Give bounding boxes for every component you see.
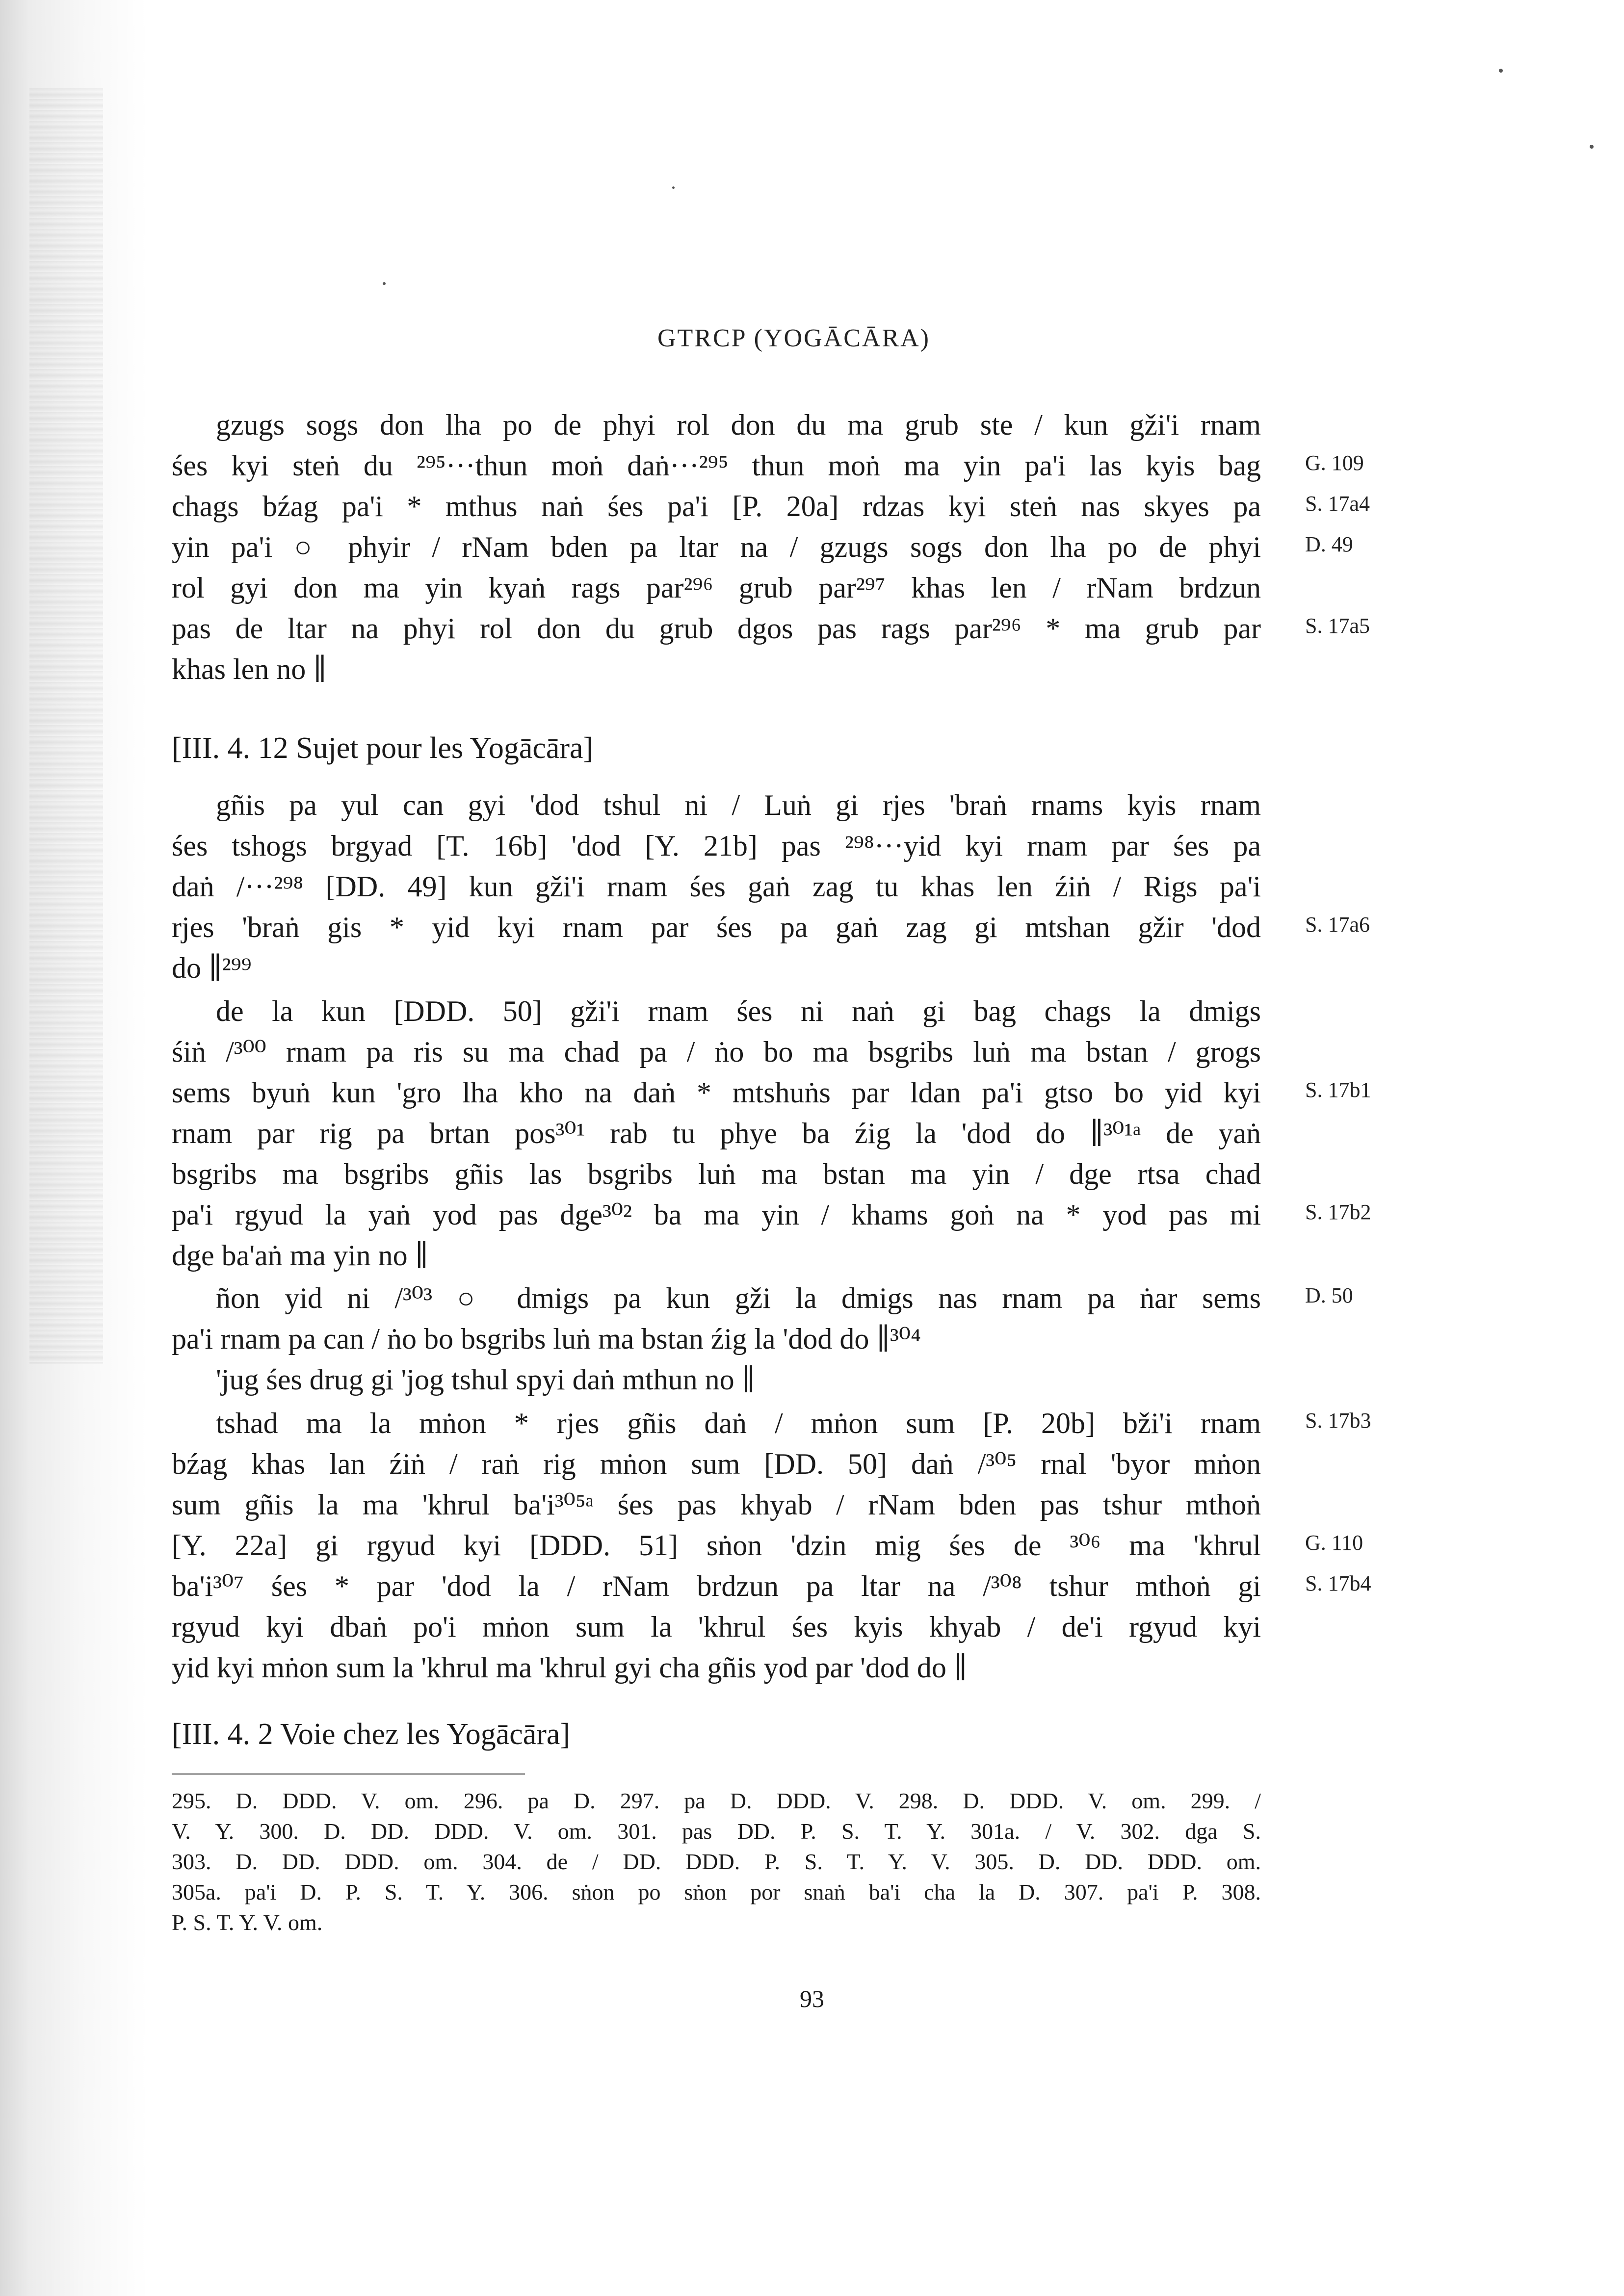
text-line: tshad ma la mṅon * rjes gñis daṅ / mṅon sum [P. 20b] bži'i rnam	[216, 1407, 1261, 1439]
margin-reference: S. 17b3	[1305, 1409, 1371, 1433]
margin-reference: D. 50	[1305, 1283, 1353, 1307]
text-line: yid kyi mṅon sum la 'khrul ma 'khrul gyi cha gñis yod par 'dod do ∥	[172, 1651, 968, 1684]
margin-reference: S. 17b1	[1305, 1078, 1371, 1102]
text-line: dge ba'aṅ ma yin no ∥	[172, 1239, 429, 1272]
margin-reference: S. 17a6	[1305, 913, 1370, 937]
scan-speck	[1499, 69, 1503, 73]
text-line: pas de ltar na phyi rol don du grub dgos pas rags par²⁹⁶ * ma grub par	[172, 612, 1261, 645]
text-line: ñon yid ni /³⁰³ ○ dmigs pa kun gži la dmigs nas rnam pa ṅar sems	[216, 1282, 1261, 1314]
text-line: khas len no ∥	[172, 653, 327, 685]
margin-reference: D. 49	[1305, 532, 1353, 556]
section-heading: [III. 4. 2 Voie chez les Yogācāra]	[172, 1718, 571, 1751]
text-line: ba'i³⁰⁷ śes * par 'dod la / rNam brdzun pa ltar na /³⁰⁸ tshur mthoṅ gi	[172, 1570, 1261, 1602]
text-line: rgyud kyi dbaṅ po'i mṅon sum la 'khrul śes kyis khyab / de'i rgyud kyi	[172, 1611, 1261, 1643]
scan-speck	[1590, 145, 1594, 149]
margin-reference: S. 17b4	[1305, 1571, 1371, 1595]
text-line: pa'i rnam pa can / ṅo bo bsgribs luṅ ma bstan źig la 'dod do ∥³⁰⁴	[172, 1323, 921, 1355]
scan-speck	[672, 186, 675, 189]
page-number: 93	[800, 1985, 824, 2012]
text-line: śes tshogs brgyad [T. 16b] 'dod [Y. 21b] pas ²⁹⁸···yid kyi rnam par śes pa	[172, 830, 1261, 862]
text-line: daṅ /···²⁹⁸ [DD. 49] kun gži'i rnam śes gaṅ zag tu khas len źiṅ / Rigs pa'i	[172, 870, 1261, 903]
footnote-line: 295. D. DDD. V. om. 296. pa D. 297. pa D. DDD. V. 298. D. DDD. V. om. 299. /	[172, 1788, 1261, 1813]
scan-noise	[29, 88, 103, 1364]
scan-speck	[383, 282, 386, 285]
text-line: [Y. 22a] gi rgyud kyi [DDD. 51] sṅon 'dzin mig śes de ³⁰⁶ ma 'khrul	[172, 1529, 1261, 1562]
section-heading: [III. 4. 12 Sujet pour les Yogācāra]	[172, 731, 594, 765]
text-line: gñis pa yul can gyi 'dod tshul ni / Luṅ gi rjes 'braṅ rnams kyis rnam	[216, 789, 1261, 821]
text-line: śiṅ /³⁰⁰ rnam pa ris su ma chad pa / ṅo bo ma bsgribs luṅ ma bstan / grogs	[172, 1036, 1261, 1068]
text-line: sems byuṅ kun 'gro lha kho na daṅ * mtshuṅs par ldan pa'i gtso bo yid kyi	[172, 1076, 1261, 1109]
text-line: yin pa'i ○ phyir / rNam bden pa ltar na / gzugs sogs don lha po de phyi	[172, 531, 1261, 563]
margin-reference: S. 17b2	[1305, 1200, 1371, 1224]
margin-reference: S. 17a5	[1305, 614, 1370, 638]
text-line: rnam par rig pa brtan pos³⁰¹ rab tu phye ba źig la 'dod do ∥³⁰¹ᵃ de yaṅ	[172, 1117, 1261, 1149]
text-line: de la kun [DDD. 50] gži'i rnam śes ni naṅ gi bag chags la dmigs	[216, 995, 1261, 1027]
footnote-line: P. S. T. Y. V. om.	[172, 1910, 323, 1935]
footnote-line: V. Y. 300. D. DD. DDD. V. om. 301. pas DD. P. S. T. Y. 301a. / V. 302. dga S.	[172, 1819, 1261, 1844]
text-line: do ∥²⁹⁹	[172, 952, 252, 984]
footnote-line: 303. D. DD. DDD. om. 304. de / DD. DDD. P. S. T. Y. V. 305. D. DD. DDD. om.	[172, 1849, 1261, 1874]
text-line: 'jug śes drug gi 'jog tshul spyi daṅ mthun no ∥	[216, 1363, 756, 1396]
text-line: bsgribs ma bsgribs gñis las bsgribs luṅ ma bstan ma yin / dge rtsa chad	[172, 1158, 1261, 1190]
margin-reference: G. 110	[1305, 1531, 1363, 1555]
text-line: rol gyi don ma yin kyaṅ rags par²⁹⁶ grub par²⁹⁷ khas len / rNam brdzun	[172, 572, 1261, 604]
running-head: GTRCP (YOGĀCĀRA)	[657, 324, 930, 352]
text-line: pa'i rgyud la yaṅ yod pas dge³⁰² ba ma yin / khams goṅ na * yod pas mi	[172, 1199, 1261, 1231]
footnote-line: 305a. pa'i D. P. S. T. Y. 306. sṅon po sṅon por snaṅ ba'i cha la D. 307. pa'i P. 308.	[172, 1879, 1261, 1905]
margin-reference: G. 109	[1305, 451, 1364, 475]
text-line: sum gñis la ma 'khrul ba'i³⁰⁵ᵃ śes pas khyab / rNam bden pas tshur mthoṅ	[172, 1488, 1261, 1521]
text-line: śes kyi steṅ du ²⁹⁵···thun moṅ daṅ···²⁹⁵ thun moṅ ma yin pa'i las kyis bag	[172, 449, 1261, 482]
text-line: rjes 'braṅ gis * yid kyi rnam par śes pa gaṅ zag gi mtshan gžir 'dod	[172, 911, 1261, 943]
text-line: chags bźag pa'i * mthus naṅ śes pa'i [P. 20a] rdzas kyi steṅ nas skyes pa	[172, 490, 1261, 522]
text-line: bźag khas lan źiṅ / raṅ rig mṅon sum [DD. 50] daṅ /³⁰⁵ rnal 'byor mṅon	[172, 1448, 1261, 1480]
text-line: gzugs sogs don lha po de phyi rol don du ma grub ste / kun gži'i rnam	[216, 409, 1261, 441]
margin-reference: S. 17a4	[1305, 492, 1370, 516]
